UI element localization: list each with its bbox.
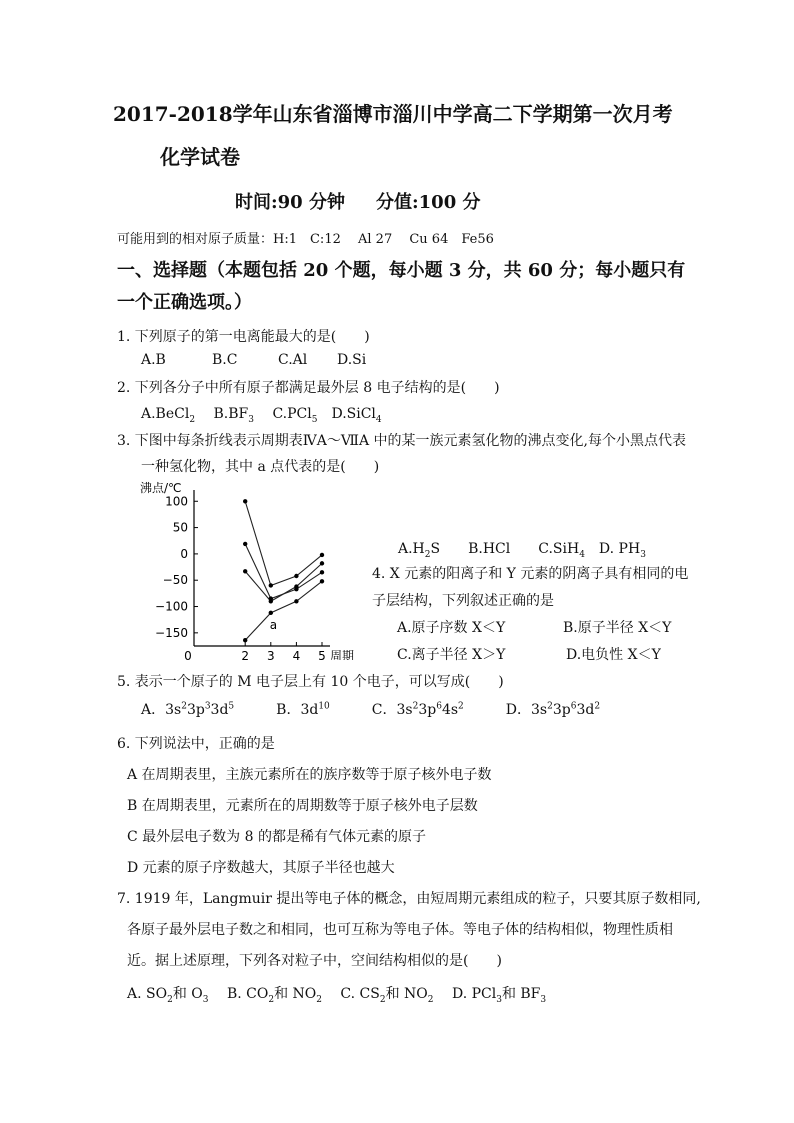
chart-x-tick-label: 3 <box>266 649 275 660</box>
question-7-line2: 各原子最外层电子数之和相同，也可互称为等电子体。等电子体的结构相似，物理性质相 <box>127 922 673 938</box>
chart-point <box>320 553 324 557</box>
question-4-line1: 4. X 元素的阳离子和 Y 元素的阴离子具有相同的电 <box>372 566 689 582</box>
exam-time: 时间:90 分钟 <box>235 192 345 213</box>
question-6-option-d: D 元素的原子序数越大，其原子半径也越大 <box>127 860 395 876</box>
question-6-option-c: C 最外层电子数为 8 的都是稀有气体元素的原子 <box>127 829 426 845</box>
chart-x-tick-label: 5 <box>318 649 326 660</box>
question-5-options: A．$3s^23p^33d^5$ B．$3d^{10}$ C．$3s^23p^64s^2$ D．$3s^23p^63d^2$ <box>141 701 601 718</box>
exam-score: 分值:100 分 <box>376 192 481 213</box>
question-4-option-a: A.原子序数 X＜Y <box>397 620 506 636</box>
chart-series-line-4 <box>245 581 322 640</box>
chart-point <box>269 611 273 615</box>
question-4-option-c: C.离子半径 X＞Y <box>397 647 506 663</box>
chart-point <box>269 583 273 587</box>
chart-y-tick-label: 50 <box>172 520 188 535</box>
chart-point <box>243 638 247 642</box>
question-7-line3: 近。据上述原理，下列各对粒子中，空间结构相似的是( ) <box>127 953 502 969</box>
question-1-option-b: B.C <box>212 352 238 368</box>
question-6-option-b: B 在周期表里，元素所在的周期数等于原子核外电子层数 <box>127 798 478 814</box>
question-7-options: A. $SO_2$和 $O_3$ B. $CO_2$和 $NO_2$ C. $CS_2$和 $NO_2$ D. PCl$_3$和 $BF_3$ <box>127 986 547 1005</box>
section-heading-line2: 一个正确选项。） <box>117 292 252 313</box>
chart-point <box>294 574 298 578</box>
chart-series-line-1 <box>245 501 322 585</box>
question-3-line1: 3. 下图中每条折线表示周期表ⅣA～ⅦA 中的某一族元素氢化物的沸点变化,每个小黑点代表 <box>117 433 686 449</box>
chart-y-tick-label: −50 <box>162 573 188 588</box>
chart-point <box>320 579 324 583</box>
question-2-stem: 2. 下列各分子中所有原子都满足最外层 8 电子结构的是( ) <box>117 380 500 396</box>
question-6-stem: 6. 下列说法中，正确的是 <box>117 736 275 752</box>
chart-point <box>269 599 273 603</box>
chart-point <box>243 569 247 573</box>
chart-y-tick-label: −100 <box>155 599 188 614</box>
chart-point <box>243 499 247 503</box>
chart-x-axis-label: 周期 <box>330 649 355 660</box>
atomic-mass-note: 可能用到的相对原子质量：H:1 C:12 Al 27 Cu 64 Fe56 <box>117 232 494 247</box>
chart-x-tick-label: 2 <box>241 649 250 660</box>
question-1-option-c: C.Al <box>278 352 308 368</box>
chart-point <box>243 542 247 546</box>
chart-x-tick-label: 4 <box>292 649 301 660</box>
chart-point <box>294 599 298 603</box>
question-3-line2: 一种氢化物，其中 a 点代表的是( ) <box>141 459 380 475</box>
exam-title-line2: 化学试卷 <box>160 145 240 169</box>
question-4-option-b: B.原子半径 X＜Y <box>563 620 672 636</box>
exam-title-line1: 2017-2018学年山东省淄博市淄川中学高二下学期第一次月考 <box>113 102 673 126</box>
question-6-option-a: A 在周期表里，主族元素所在的族序数等于原子核外电子数 <box>127 767 492 783</box>
chart-y-axis-label: 沸点/℃ <box>140 481 182 495</box>
question-4-option-d: D.电负性 X＜Y <box>566 647 661 663</box>
question-5-stem: 5. 表示一个原子的 M 电子层上有 10 个电子，可以写成( ) <box>117 674 504 690</box>
boiling-point-chart <box>130 476 360 660</box>
chart-point <box>320 561 324 565</box>
chart-point <box>320 570 324 574</box>
chart-y-tick-label: 0 <box>180 546 188 561</box>
question-2-options: A.BeCl$_2$ $B.BF_3$ C.PCl$_5$ D.SiCl$_4$ <box>141 406 382 425</box>
chart-y-tick-label: 100 <box>165 494 188 509</box>
question-1-option-a: A.B <box>141 352 166 368</box>
question-4-line2: 子层结构，下列叙述正确的是 <box>372 593 554 609</box>
chart-x-tick-label: 0 <box>184 649 192 660</box>
chart-point <box>294 584 298 588</box>
question-1-option-d: D.Si <box>337 352 367 368</box>
question-3-options: $A.H_2S$ B.HCl C.SiH$_4$ D. $PH_3$ <box>398 541 646 560</box>
question-7-line1: 7. 1919 年，Langmuir 提出等电子体的概念，由短周期元素组成的粒子，只要其原子数相同, <box>117 891 701 907</box>
section-heading-line1: 一、选择题（本题包括 20 个题，每小题 3 分，共 60 分；每小题只有 <box>117 260 686 281</box>
chart-y-tick-label: −150 <box>155 625 188 640</box>
question-1-stem: 1. 下列原子的第一电离能最大的是( ) <box>117 329 370 345</box>
chart-annotation-a: a <box>269 617 278 632</box>
